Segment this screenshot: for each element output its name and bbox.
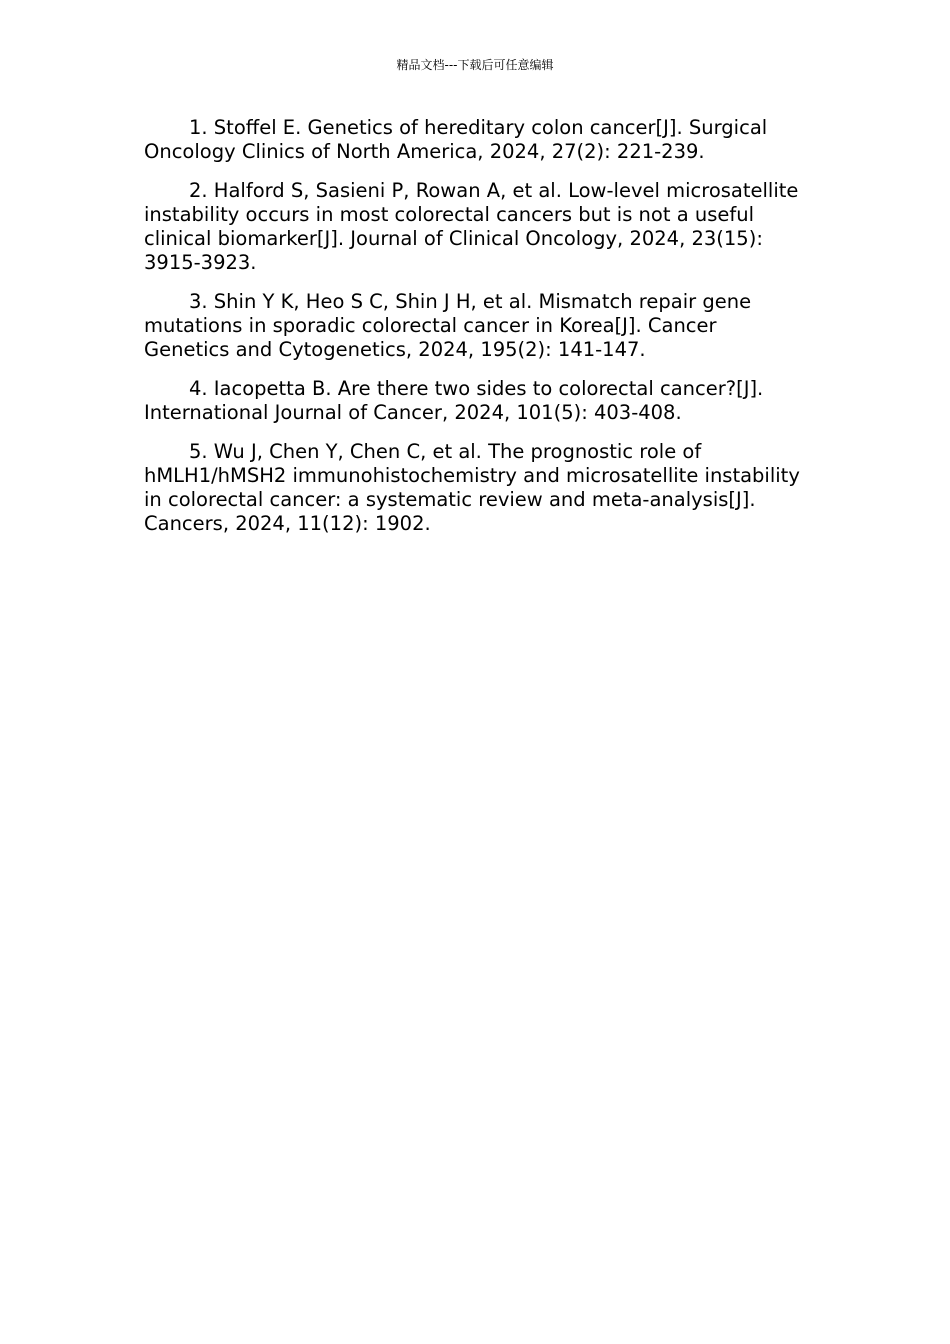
reference-item-3: 3. Shin Y K, Heo S C, Shin J H, et al. Mismatch repair gene mutations in sporadic colorectal cancer in Korea[J]. Cancer Genetics and Cytogenetics, 2024, 195(2): 141-147. [144,290,752,361]
reference-item-2: 2. Halford S, Sasieni P, Rowan A, et al. Low-level microsatellite instability occurs in most colorectal cancers but is not a useful clinical biomarker[J]. Journal of Clinical Oncology, 2024, 23(15): 3915-3923. [144,179,799,274]
reference-item-1: 1. Stoffel E. Genetics of hereditary colon cancer[J]. Surgical Oncology Clinics of North America, 2024, 27(2): 221-239. [144,116,768,163]
page-header-note: 精品文档---下载后可任意编辑 [396,58,554,72]
reference-list [144,116,808,551]
reference-item-5: 5. Wu J, Chen Y, Chen C, et al. The prognostic role of hMLH1/hMSH2 immunohistochemistry and microsatellite instability in colorectal cancer: a systematic review and meta-analysis[J]. Cancers, 2024, 11(12): 1902. [144,440,800,535]
reference-item-4: 4. Iacopetta B. Are there two sides to colorectal cancer?[J]. International Journal of Cancer, 2024, 101(5): 403-408. [144,377,764,424]
